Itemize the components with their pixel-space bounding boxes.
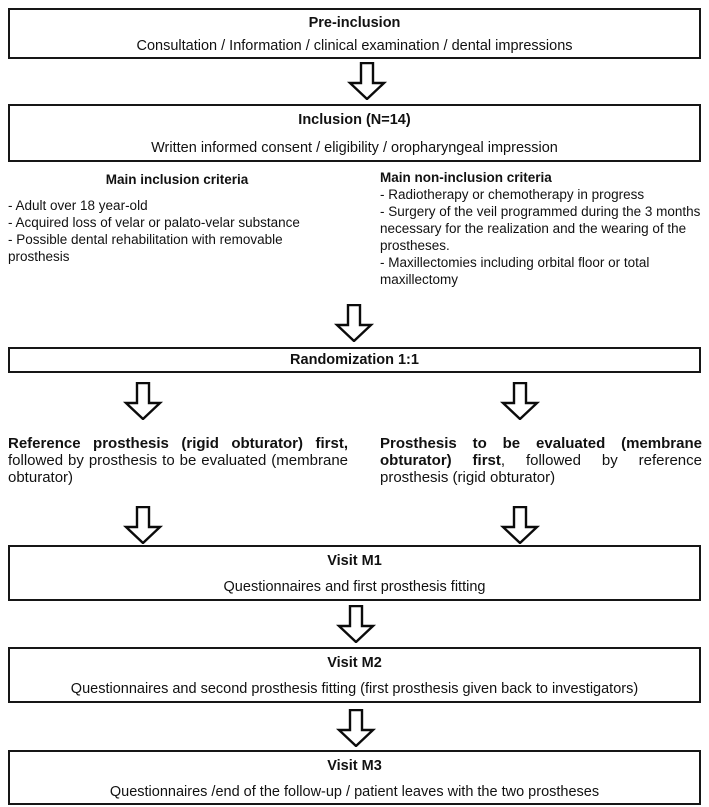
visit-m2-title: Visit M2	[327, 655, 382, 671]
box-visit-m1	[8, 545, 701, 601]
arm-right-rest-text: , followed by reference prosthesis (rigid obturator)	[380, 452, 702, 486]
down-arrow-icon	[499, 506, 541, 544]
box-visit-m2	[8, 647, 701, 703]
box-randomization	[8, 347, 701, 373]
down-arrow-icon	[499, 382, 541, 420]
visit-m3-title: Visit M3	[327, 758, 382, 774]
down-arrow-icon	[333, 304, 375, 342]
visit-m3-subtitle: Questionnaires /end of the follow-up / patient leaves with the two prostheses	[109, 784, 600, 800]
inclusion-criteria-heading: Main inclusion criteria	[105, 172, 249, 187]
down-arrow-icon	[122, 506, 164, 544]
inclusion-title: Inclusion (N=14)	[298, 112, 411, 128]
box-inclusion	[8, 104, 701, 162]
box-visit-m3	[8, 750, 701, 805]
non-inclusion-criteria-item: - Radiotherapy or chemotherapy in progress	[380, 187, 645, 202]
randomization-title: Randomization 1:1	[290, 352, 419, 368]
pre-inclusion-title: Pre-inclusion	[308, 15, 401, 31]
down-arrow-icon	[122, 382, 164, 420]
arm-left-bold-text: Reference prosthesis (rigid obturator) first,	[8, 435, 348, 452]
down-arrow-icon	[335, 709, 377, 747]
arm-reference-first-text	[8, 435, 348, 486]
arm-evaluated-first-text	[380, 435, 702, 486]
visit-m1-subtitle: Questionnaires and first prosthesis fitting	[223, 579, 486, 595]
non-inclusion-criteria-item: - Maxillectomies including orbital floor or total maxillectomy	[380, 255, 650, 287]
visit-m2-subtitle: Questionnaires and second prosthesis fitting (first prosthesis given back to investigators)	[70, 681, 639, 697]
arm-left-rest-text: followed by prosthesis to be evaluated (membrane obturator)	[8, 452, 348, 486]
down-arrow-icon	[346, 62, 388, 100]
inclusion-criteria-column	[8, 171, 346, 265]
non-inclusion-criteria-item: - Surgery of the veil programmed during the 3 months necessary for the realization and the wearing of the prostheses.	[380, 204, 701, 253]
inclusion-subtitle: Written informed consent / eligibility / oropharyngeal impression	[151, 140, 558, 156]
box-pre-inclusion	[8, 8, 701, 59]
non-inclusion-criteria-column	[380, 169, 704, 288]
arm-right-bold-text: Prosthesis to be evaluated (membrane obturator) first	[380, 435, 702, 469]
pre-inclusion-subtitle: Consultation / Information / clinical examination / dental impressions	[136, 38, 573, 54]
visit-m1-title: Visit M1	[327, 553, 382, 569]
inclusion-criteria-item: - Adult over 18 year-old	[8, 198, 148, 213]
down-arrow-icon	[335, 605, 377, 643]
inclusion-criteria-item: - Acquired loss of velar or palato-velar substance	[8, 215, 300, 230]
inclusion-criteria-item: - Possible dental rehabilitation with removable prosthesis	[8, 232, 283, 264]
non-inclusion-criteria-heading: Main non-inclusion criteria	[380, 170, 552, 185]
